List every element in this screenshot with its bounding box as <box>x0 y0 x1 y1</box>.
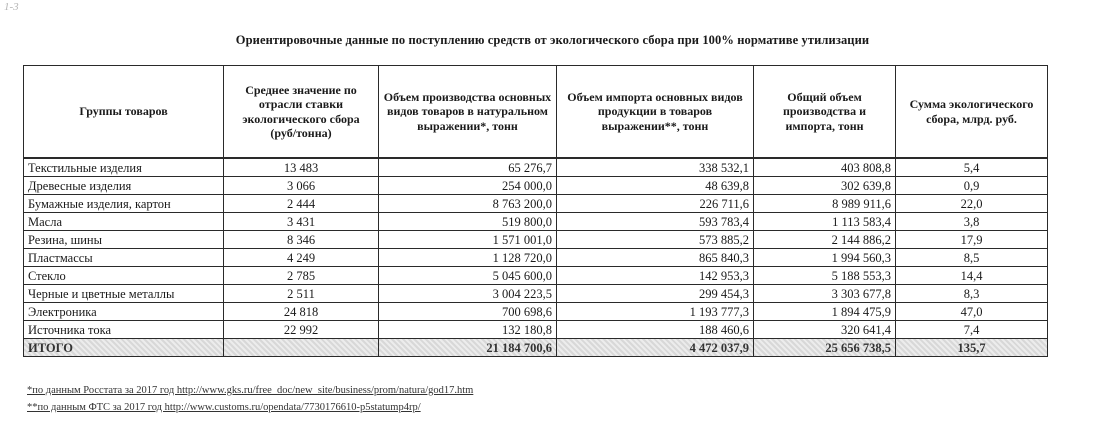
cell-fee-rate: 24 818 <box>224 303 379 321</box>
header-row <box>24 66 1048 159</box>
cell-total: 8 989 911,6 <box>754 195 896 213</box>
footnote-rosstat: *по данным Росстата за 2017 год http://www.gks.ru/free_doc/new_site/business/prom/natura/god17.htm <box>27 385 474 396</box>
cell-total: 1 113 583,4 <box>754 213 896 231</box>
table-row <box>24 231 1048 249</box>
cell-fee-rate: 8 346 <box>224 231 379 249</box>
cell-fee-sum: 0,9 <box>896 177 1048 195</box>
cell-product-group: Стекло <box>24 267 224 285</box>
cell-product-group: Древесные изделия <box>24 177 224 195</box>
cell-total: 2 144 886,2 <box>754 231 896 249</box>
cell-fee-rate: 2 511 <box>224 285 379 303</box>
cell-fee-sum: 8,3 <box>896 285 1048 303</box>
cell-production: 132 180,8 <box>379 321 557 339</box>
total-row <box>24 339 1048 357</box>
cell-import: 48 639,8 <box>557 177 754 195</box>
eco-fee-table <box>23 65 1048 357</box>
table-row <box>24 158 1048 177</box>
cell-import: 299 454,3 <box>557 285 754 303</box>
cell-fee-rate: 2 785 <box>224 267 379 285</box>
cell-fee-rate: 13 483 <box>224 158 379 177</box>
cell-fee-rate: 4 249 <box>224 249 379 267</box>
cell-import: 573 885,2 <box>557 231 754 249</box>
cell-import: 338 532,1 <box>557 158 754 177</box>
cell-production: 1 571 001,0 <box>379 231 557 249</box>
cell-fee-sum: 5,4 <box>896 158 1048 177</box>
cell-product-group: Черные и цветные металлы <box>24 285 224 303</box>
cell-product-group: Источника тока <box>24 321 224 339</box>
cell-product-group: Электроника <box>24 303 224 321</box>
cell-total: 320 641,4 <box>754 321 896 339</box>
header-fee-sum: Сумма экологического сбора, млрд. руб. <box>896 66 1048 159</box>
header-total-volume: Общий объем производства и импорта, тонн <box>754 66 896 159</box>
cell-production: 5 045 600,0 <box>379 267 557 285</box>
cell-fee-rate: 2 444 <box>224 195 379 213</box>
cell-production: 8 763 200,0 <box>379 195 557 213</box>
header-fee-rate: Среднее значение по отрасли ставки экологического сбора (руб/тонна) <box>224 66 379 159</box>
total-production: 21 184 700,6 <box>379 339 557 357</box>
cell-total: 1 894 475,9 <box>754 303 896 321</box>
cell-product-group: Пластмассы <box>24 249 224 267</box>
cell-import: 865 840,3 <box>557 249 754 267</box>
cell-product-group: Бумажные изделия, картон <box>24 195 224 213</box>
cell-fee-sum: 7,4 <box>896 321 1048 339</box>
total-import: 4 472 037,9 <box>557 339 754 357</box>
cell-production: 254 000,0 <box>379 177 557 195</box>
total-label: ИТОГО <box>24 339 224 357</box>
cell-fee-sum: 14,4 <box>896 267 1048 285</box>
header-import-volume: Объем импорта основных видов продукции в товаров выражении**, тонн <box>557 66 754 159</box>
total-volume: 25 656 738,5 <box>754 339 896 357</box>
cell-import: 226 711,6 <box>557 195 754 213</box>
cell-fee-rate: 3 431 <box>224 213 379 231</box>
footnote-fts: **по данным ФТС за 2017 год http://www.customs.ru/opendata/7730176610-p5statump4rp/ <box>27 402 421 413</box>
table-row <box>24 285 1048 303</box>
header-production-volume: Объем производства основных видов товаров в натуральном выражении*, тонн <box>379 66 557 159</box>
cell-fee-sum: 47,0 <box>896 303 1048 321</box>
cell-fee-rate: 22 992 <box>224 321 379 339</box>
cell-production: 519 800,0 <box>379 213 557 231</box>
cell-total: 3 303 677,8 <box>754 285 896 303</box>
footnotes <box>27 385 473 419</box>
cell-import: 593 783,4 <box>557 213 754 231</box>
cell-fee-sum: 22,0 <box>896 195 1048 213</box>
total-fee-rate <box>224 339 379 357</box>
cell-import: 142 953,3 <box>557 267 754 285</box>
cell-fee-sum: 17,9 <box>896 231 1048 249</box>
cell-production: 1 128 720,0 <box>379 249 557 267</box>
table-row <box>24 303 1048 321</box>
cell-import: 1 193 777,3 <box>557 303 754 321</box>
cell-product-group: Масла <box>24 213 224 231</box>
cell-fee-rate: 3 066 <box>224 177 379 195</box>
table-row <box>24 267 1048 285</box>
document-title: Ориентировочные данные по поступлению средств от экологического сбора при 100% нормативе утилизации <box>235 33 870 47</box>
table-row <box>24 249 1048 267</box>
cell-fee-sum: 8,5 <box>896 249 1048 267</box>
cell-total: 403 808,8 <box>754 158 896 177</box>
cell-production: 65 276,7 <box>379 158 557 177</box>
cell-import: 188 460,6 <box>557 321 754 339</box>
cell-fee-sum: 3,8 <box>896 213 1048 231</box>
table-row <box>24 195 1048 213</box>
cell-production: 3 004 223,5 <box>379 285 557 303</box>
table-row <box>24 177 1048 195</box>
table-row <box>24 213 1048 231</box>
total-fee-sum: 135,7 <box>896 339 1048 357</box>
header-product-group: Группы товаров <box>24 66 224 159</box>
page-mark: 1-3 <box>4 1 19 13</box>
cell-total: 1 994 560,3 <box>754 249 896 267</box>
cell-product-group: Текстильные изделия <box>24 158 224 177</box>
cell-total: 5 188 553,3 <box>754 267 896 285</box>
cell-total: 302 639,8 <box>754 177 896 195</box>
cell-production: 700 698,6 <box>379 303 557 321</box>
cell-product-group: Резина, шины <box>24 231 224 249</box>
table-row <box>24 321 1048 339</box>
